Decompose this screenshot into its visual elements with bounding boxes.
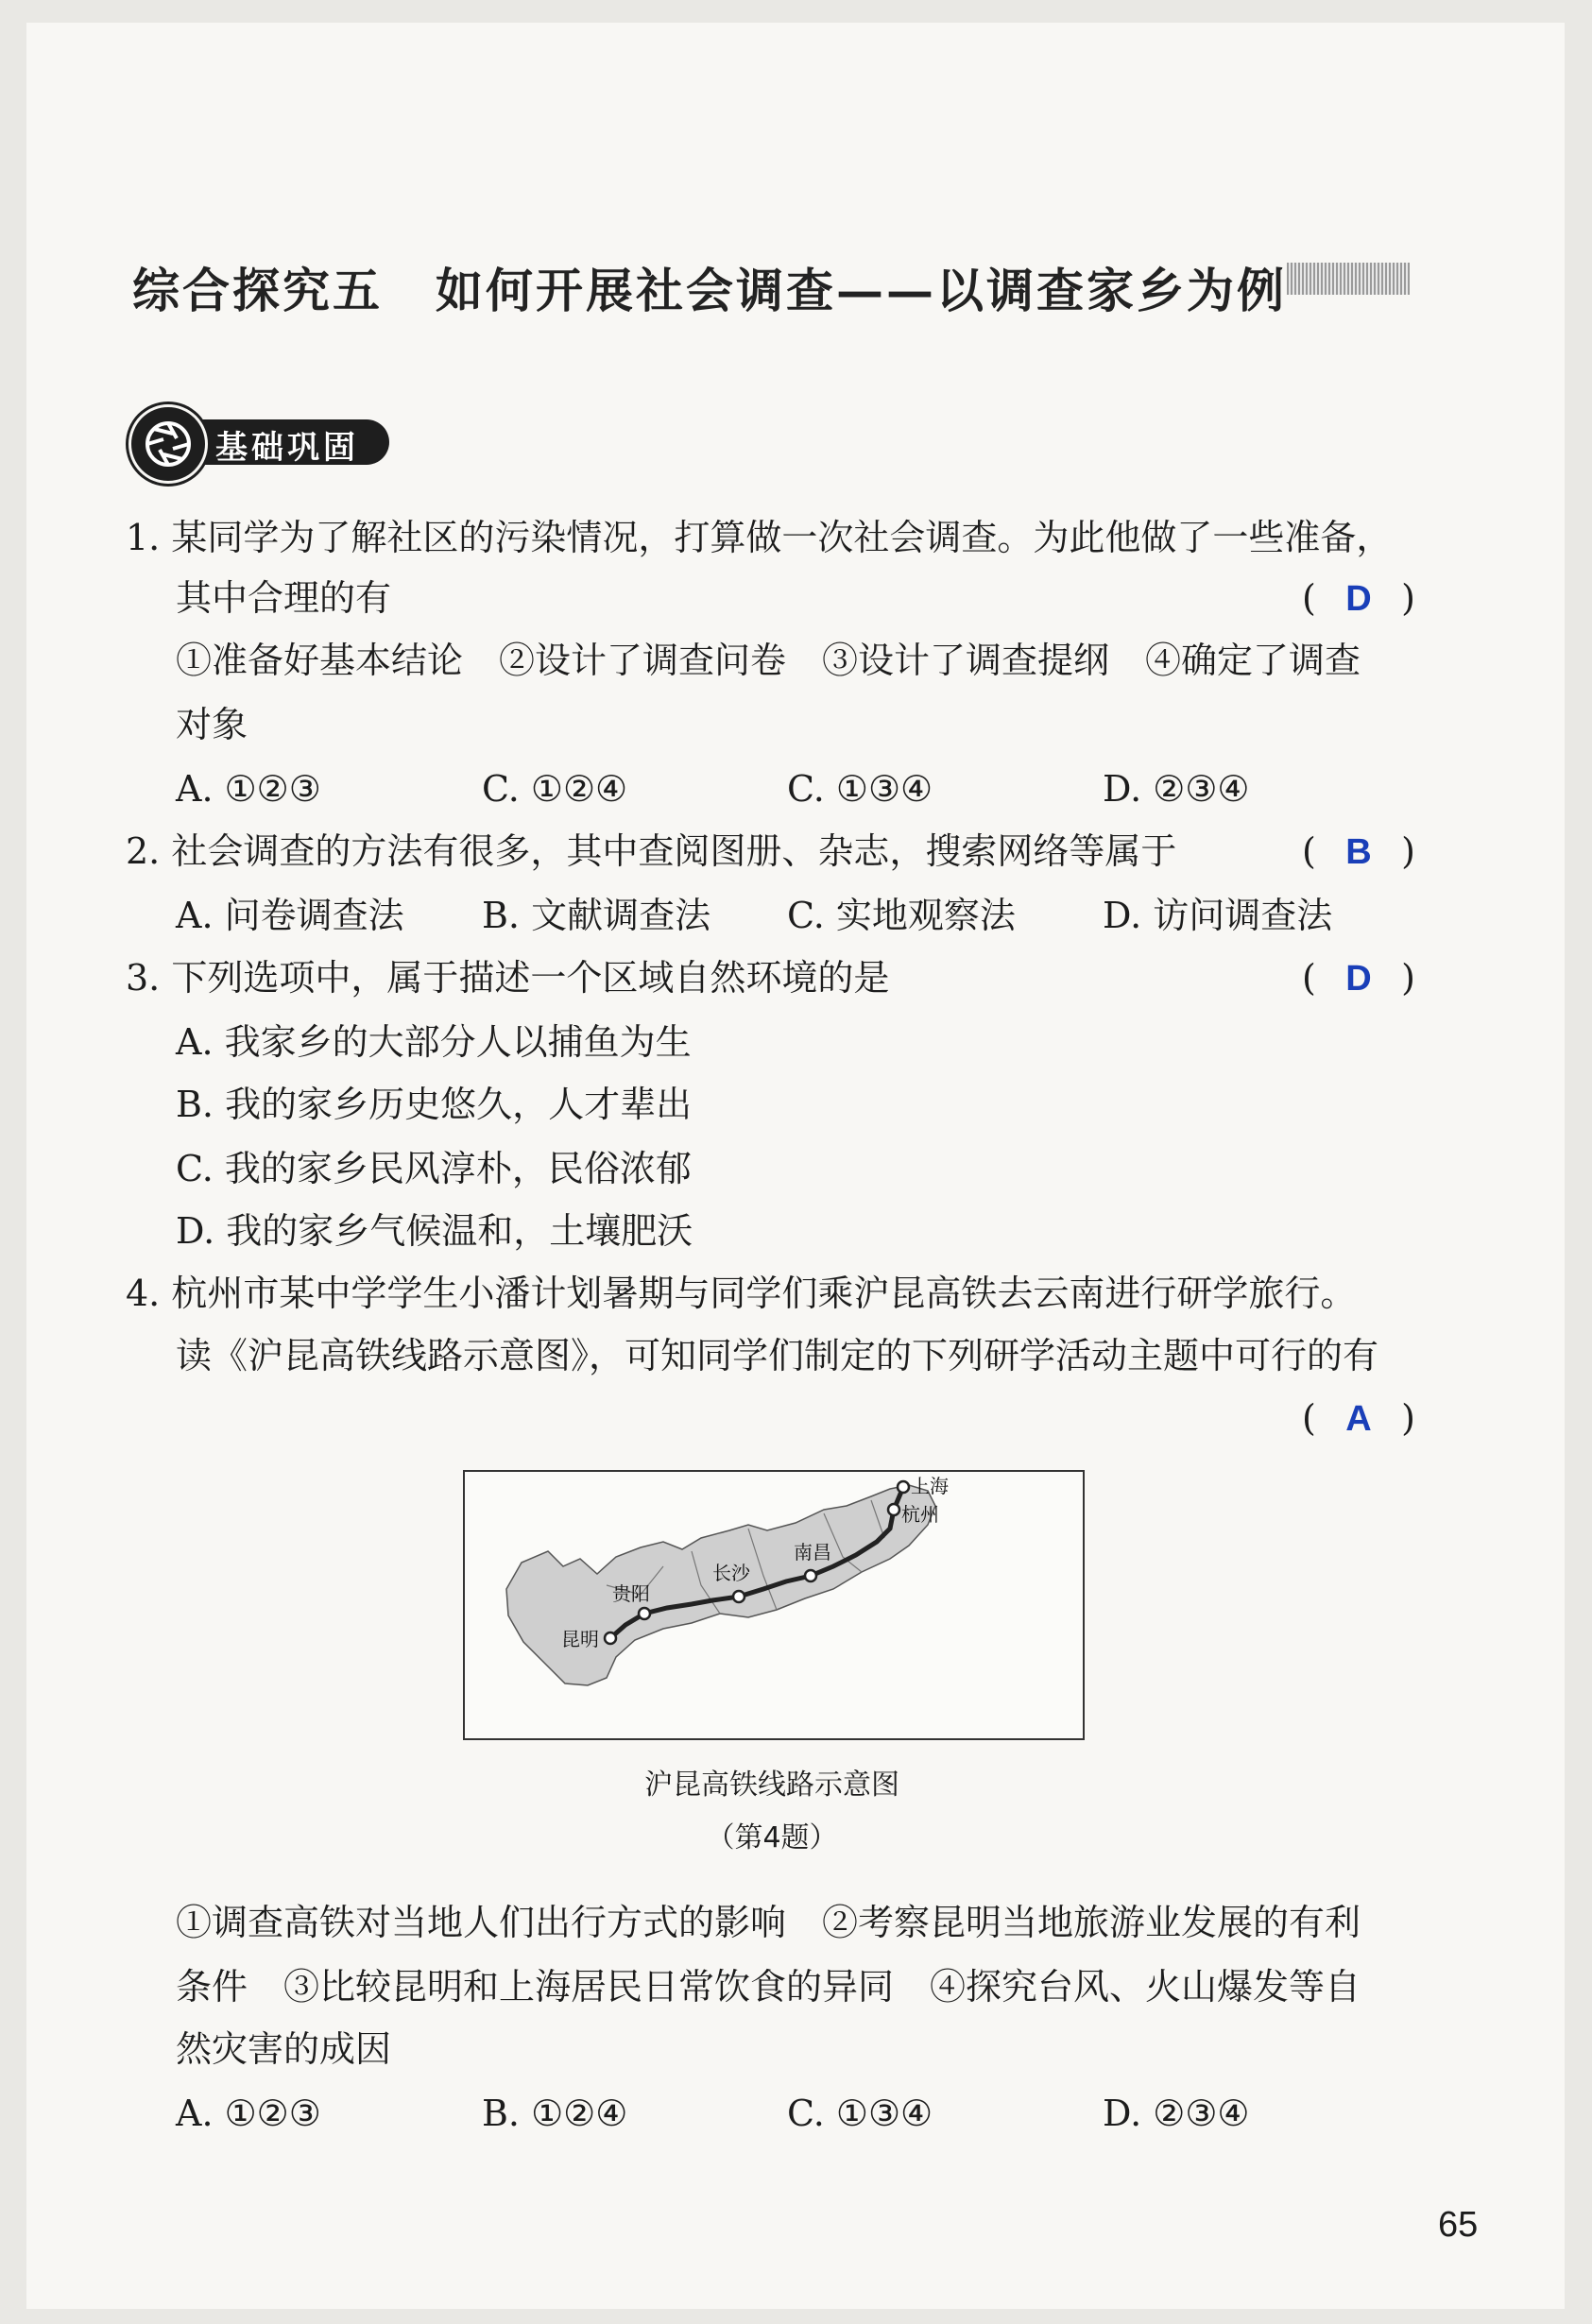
q2-option-c: C. 实地观察法 [787,895,1016,936]
city-label-nanchang: 南昌 [794,1541,831,1564]
map-subcaption: （第4题） [706,1821,838,1854]
q1-answer: ( D ) [1302,577,1415,619]
city-label-kunming: 昆明 [561,1628,599,1650]
q1-stem-line1: 1. 某同学为了解社区的污染情况，打算做一次社会调查。为此他做了一些准备， [126,517,1393,558]
railway-map [463,1470,1085,1740]
q3-option-d: D. 我的家乡气候温和，土壤肥沃 [176,1210,693,1252]
q3-stem: 3. 下列选项中，属于描述一个区域自然环境的是 [126,957,890,999]
q4-items-line3: 然灾害的成因 [176,2028,392,2070]
page-number: 65 [1438,2205,1479,2245]
q2-answer: ( B ) [1302,830,1415,872]
city-dot-shanghai [898,1481,909,1493]
q4-stem-line1: 4. 杭州市某中学学生小潘计划暑期与同学们乘沪昆高铁去云南进行研学旅行。 [126,1273,1357,1314]
q1-items-line1: ①准备好基本结论 ②设计了调查问卷 ③设计了调查提纲 ④确定了调查 [176,640,1361,681]
q1-option-b: C. ①②④ [482,768,628,810]
q4-option-b: B. ①②④ [482,2093,628,2134]
q2-option-d: D. 访问调查法 [1103,895,1333,936]
section-badge [128,404,393,482]
q3-option-a: A. 我家乡的大部分人以捕鱼为生 [176,1021,692,1063]
city-label-changsha: 长沙 [712,1562,750,1584]
q3-option-b: B. 我的家乡历史悠久，人才辈出 [176,1084,693,1125]
q1-stem-line2: 其中合理的有 [176,577,392,619]
q2-stem: 2. 社会调查的方法有很多，其中查阅图册、杂志，搜索网络等属于 [126,830,1177,872]
city-dot-hangzhou [888,1504,899,1515]
section-badge-label: 基础巩固 [215,429,359,467]
q4-option-a: A. ①②③ [176,2093,321,2134]
q3-option-c: C. 我的家乡民风淳朴，民俗浓郁 [176,1148,692,1189]
camera-shutter-icon [128,404,208,484]
city-label-guiyang: 贵阳 [612,1582,650,1605]
city-dot-guiyang [639,1608,650,1619]
map-caption: 沪昆高铁线路示意图 [644,1769,899,1802]
q1-items-line2: 对象 [176,704,248,745]
q3-answer: ( D ) [1302,957,1415,999]
q1-option-d: D. ②③④ [1103,768,1250,810]
q4-stem-line2: 读《沪昆高铁线路示意图》，可知同学们制定的下列研学活动主题中可行的有 [176,1335,1379,1376]
city-dot-changsha [733,1591,745,1602]
q4-option-c: C. ①③④ [787,2093,933,2134]
q1-option-c: C. ①③④ [787,768,933,810]
q4-items-line1: ①调查高铁对当地人们出行方式的影响 ②考察昆明当地旅游业发展的有利 [176,1902,1361,1943]
city-label-hangzhou: 杭州 [901,1503,939,1526]
q4-option-d: D. ②③④ [1103,2093,1250,2134]
q2-option-b: B. 文献调查法 [482,895,711,936]
q4-answer: ( A ) [1302,1397,1415,1439]
q2-option-a: A. 问卷调查法 [176,895,404,936]
q4-items-line2: 条件 ③比较昆明和上海居民日常饮食的异同 ④探究台风、火山爆发等自 [176,1966,1361,2008]
city-dot-nanchang [805,1570,816,1581]
map-region [506,1485,935,1685]
page-title: 综合探究五 如何开展社会调查——以调查家乡为例 [132,263,1287,318]
q1-option-a: A. ①②③ [176,768,321,810]
title-decoration-bar [1287,263,1410,295]
city-dot-kunming [605,1632,616,1644]
city-label-shanghai: 上海 [911,1475,949,1497]
